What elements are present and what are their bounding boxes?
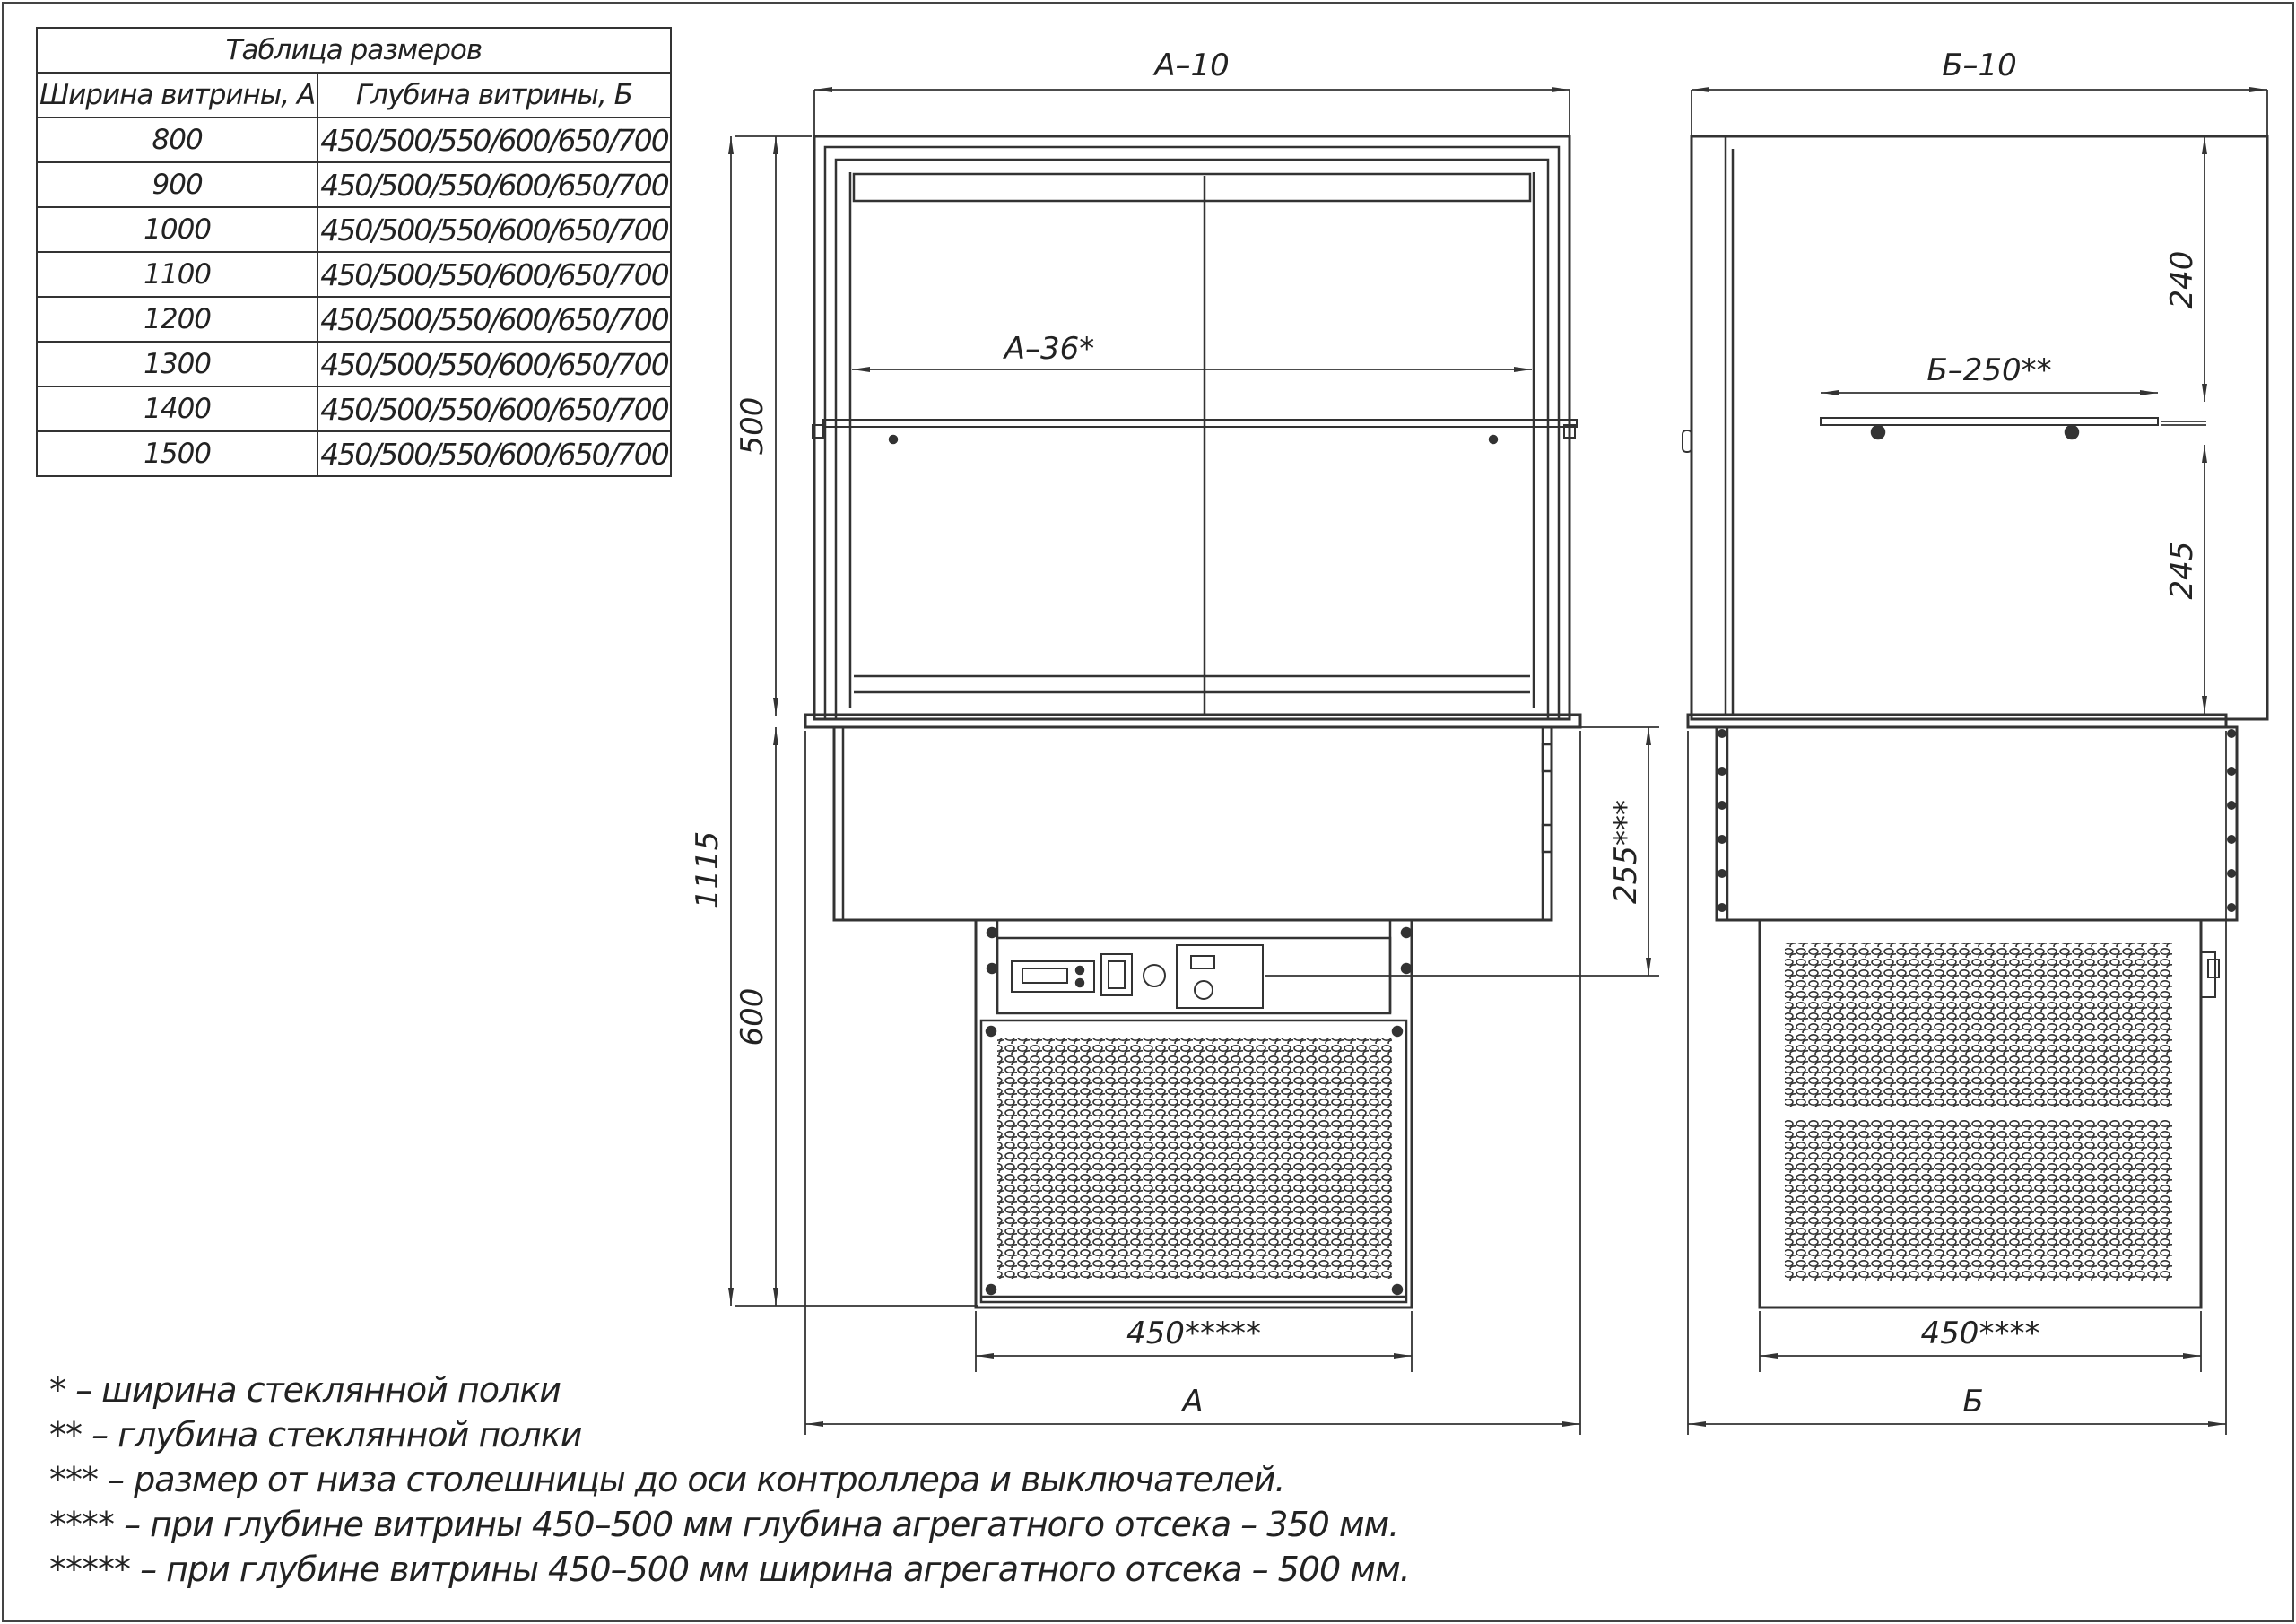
dim-height-upper: 500 xyxy=(735,396,770,456)
row-width: 1400 xyxy=(37,386,317,431)
row-depth: 450/500/550/600/650/700 xyxy=(317,297,671,342)
dim-side-top: Б–10 xyxy=(1942,48,2017,83)
row-width: 1100 xyxy=(37,252,317,297)
dim-front-top: А–10 xyxy=(1154,48,1230,83)
footnote: ** – глубина стеклянной полки xyxy=(49,1415,582,1455)
dim-side-bottom: Б xyxy=(1962,1384,1984,1420)
dim-height-total: 1115 xyxy=(690,830,726,909)
footnotes xyxy=(49,1368,1410,1592)
table-row xyxy=(37,431,671,476)
table-row xyxy=(37,342,671,386)
dim-side-lower: 245 xyxy=(2164,541,2200,600)
table-header-depth: Глубина витрины, Б xyxy=(317,73,671,117)
dim-height-lower: 600 xyxy=(735,987,770,1046)
table-row xyxy=(37,386,671,431)
row-depth: 450/500/550/600/650/700 xyxy=(317,386,671,431)
table-row xyxy=(37,117,671,162)
row-depth: 450/500/550/600/650/700 xyxy=(317,342,671,386)
dim-front-bottom: А xyxy=(1182,1384,1204,1420)
side-view xyxy=(1327,0,2267,1307)
footnote: ***** – при глубине витрины 450–500 мм ширина агрегатного отсека – 500 мм. xyxy=(49,1550,1410,1589)
size-table-title: Таблица размеров xyxy=(37,28,671,73)
table-header-width: Ширина витрины, А xyxy=(37,73,317,117)
row-depth: 450/500/550/600/650/700 xyxy=(317,117,671,162)
row-width: 900 xyxy=(37,162,317,207)
table-row xyxy=(37,207,671,252)
front-view xyxy=(805,136,1580,1307)
row-width: 800 xyxy=(37,117,317,162)
row-width: 1300 xyxy=(37,342,317,386)
row-width: 1000 xyxy=(37,207,317,252)
row-depth: 450/500/550/600/650/700 xyxy=(317,431,671,476)
footnote: *** – размер от низа столешницы до оси контроллера и выключателей. xyxy=(49,1460,1285,1499)
table-row xyxy=(37,252,671,297)
footnote: **** – при глубине витрины 450–500 мм глубина агрегатного отсека – 350 мм. xyxy=(49,1505,1399,1544)
row-depth: 450/500/550/600/650/700 xyxy=(317,162,671,207)
row-width: 1500 xyxy=(37,431,317,476)
dim-controller-offset: 255*** xyxy=(1608,800,1644,904)
dim-shelf-width: А–36* xyxy=(1004,331,1095,367)
footnote: * – ширина стеклянной полки xyxy=(49,1370,561,1410)
dim-unit-depth-side: 450**** xyxy=(1920,1316,2040,1351)
dim-side-upper: 240 xyxy=(2164,250,2200,309)
row-width: 1200 xyxy=(37,297,317,342)
row-depth: 450/500/550/600/650/700 xyxy=(317,252,671,297)
dim-unit-width-front: 450***** xyxy=(1126,1316,1261,1351)
table-row xyxy=(37,162,671,207)
dim-shelf-depth: Б–250** xyxy=(1926,352,2052,388)
size-table xyxy=(36,27,672,477)
table-row xyxy=(37,297,671,342)
row-depth: 450/500/550/600/650/700 xyxy=(317,207,671,252)
